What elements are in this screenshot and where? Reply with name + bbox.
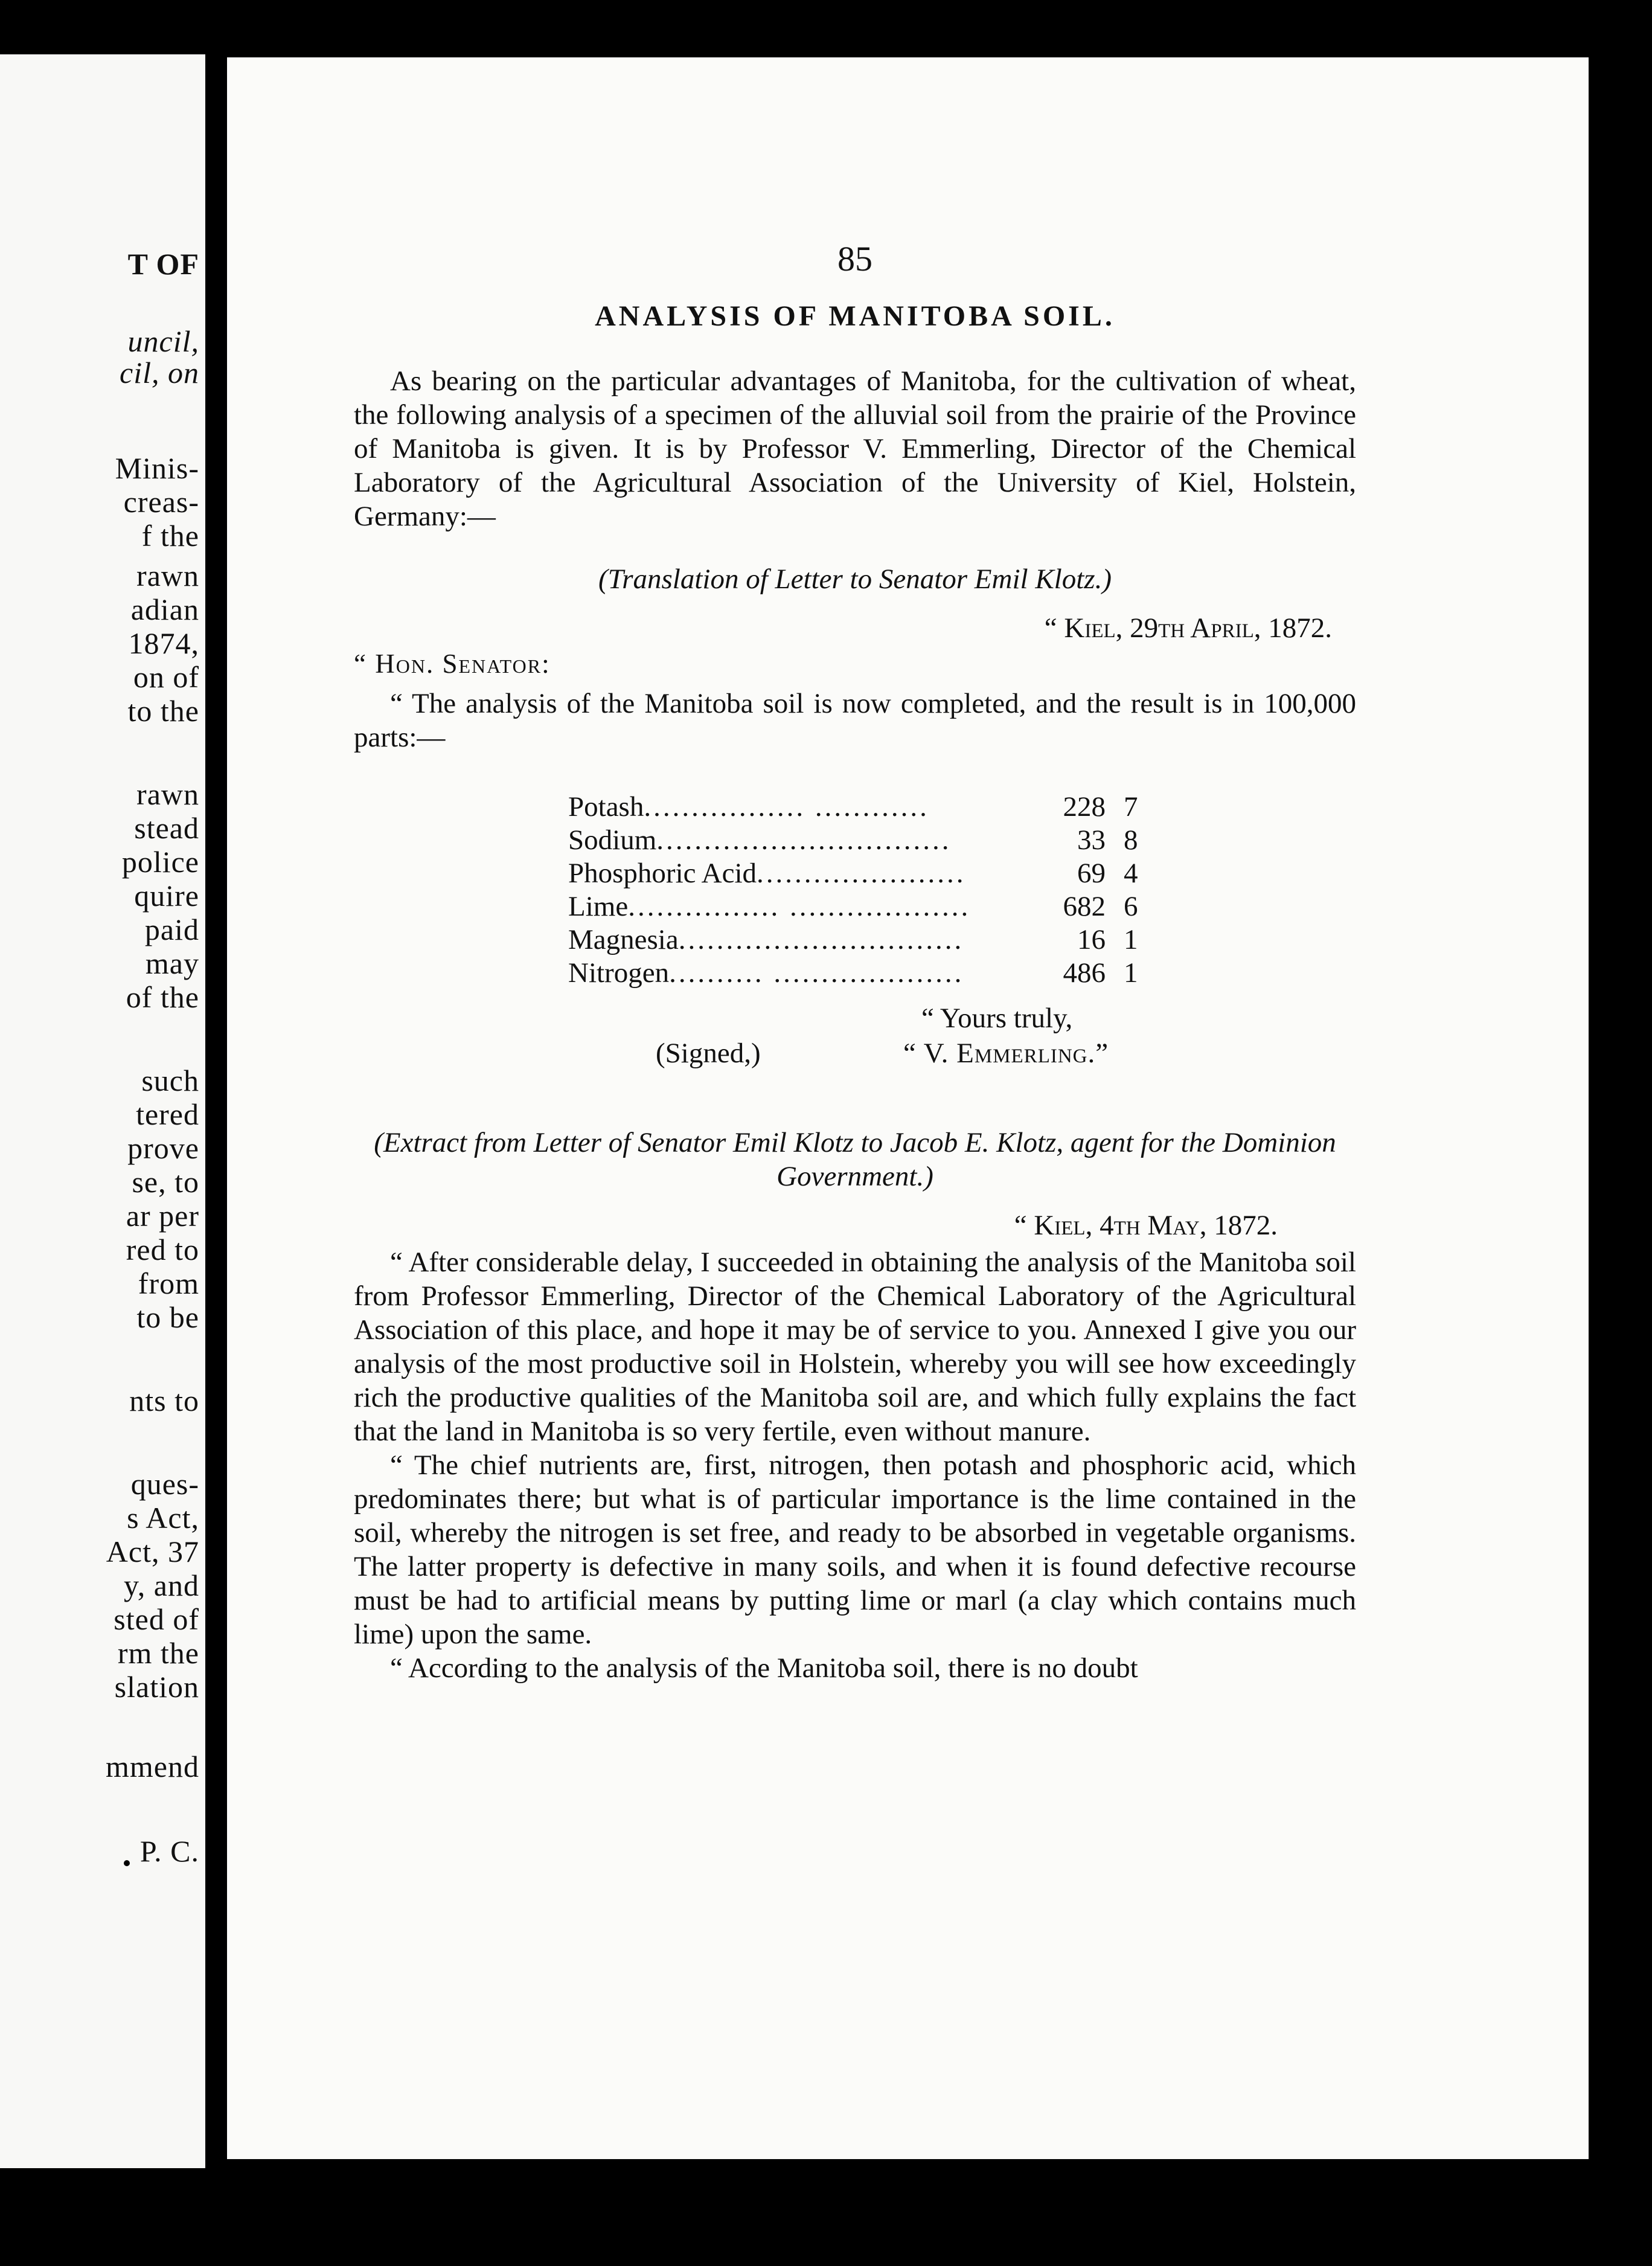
analysis-row [568, 824, 1148, 857]
page-title: ANALYSIS OF MANITOBA SOIL. [595, 300, 1115, 332]
letter-salutation: “ Hon. Senator: [354, 649, 551, 679]
main-page [227, 57, 1589, 2159]
page-content [354, 239, 1356, 1685]
left-page-text-fragment: stead [134, 811, 199, 845]
analysis-value-fraction: 1 [1124, 924, 1138, 955]
soil-analysis-table [568, 791, 1148, 990]
closing-yours: “ Yours truly, [921, 1003, 1073, 1034]
left-page-text-fragment: slation [114, 1670, 199, 1704]
analysis-row [568, 890, 1148, 923]
extract-paragraph-3: “ According to the analysis of the Manitoba soil, there is no doubt [390, 1652, 1138, 1684]
left-page-text-fragment: y, and [124, 1568, 199, 1602]
left-page-text-fragment: creas- [123, 485, 199, 519]
component-name: Sodium [568, 824, 657, 856]
component-name: Potash [568, 791, 644, 823]
analysis-row [568, 957, 1148, 990]
left-page-text-fragment: prove [127, 1131, 199, 1165]
analysis-value-fraction: 6 [1124, 891, 1138, 922]
left-page-text-fragment: paid [144, 913, 199, 946]
leader-dots: .......... .................... [669, 957, 964, 989]
left-page-fragment [0, 54, 205, 2168]
left-page-text-fragment: of the [126, 980, 199, 1014]
analysis-value-whole: 486 [1063, 957, 1106, 989]
closing-signed: (Signed,) [656, 1038, 761, 1069]
analysis-value-fraction: 7 [1124, 791, 1138, 823]
analysis-component [568, 824, 1051, 857]
page-number: 85 [837, 239, 872, 278]
left-page-text-fragment: Minis- [115, 451, 199, 485]
analysis-row [568, 791, 1148, 824]
analysis-value-fraction: 8 [1124, 824, 1138, 856]
left-page-text-fragment: ar per [126, 1199, 199, 1233]
analysis-row [568, 857, 1148, 890]
left-page-text-fragment: to be [136, 1300, 199, 1334]
left-page-text-fragment: from [138, 1266, 199, 1300]
scan-speck [124, 1860, 130, 1866]
left-page-text-fragment: P. C. [139, 1834, 199, 1868]
left-page-text-fragment: uncil, [127, 324, 199, 358]
left-page-text-fragment: rm the [117, 1636, 199, 1670]
left-page-text-fragment: nts to [129, 1384, 199, 1417]
translation-caption: (Translation of Letter to Senator Emil Klotz.) [598, 563, 1112, 595]
left-page-text-fragment: 1874, [128, 626, 199, 660]
analysis-value-whole: 33 [1077, 824, 1106, 856]
analysis-value-whole: 69 [1077, 858, 1106, 889]
analysis-component [568, 890, 1051, 923]
left-page-text-fragment: on of [133, 660, 199, 694]
left-page-text-fragment: tered [136, 1097, 199, 1131]
left-page-text-fragment: mmend [106, 1750, 199, 1783]
closing-signature: “ V. Emmerling.” [903, 1038, 1109, 1069]
analysis-component [568, 923, 1051, 957]
left-page-text-fragment: se, to [132, 1165, 199, 1199]
left-page-text-fragment: may [145, 946, 199, 980]
left-page-text-fragment: Act, 37 [106, 1535, 199, 1568]
letter-body: “ The analysis of the Manitoba soil is now completed, and the result is in 100,000 parts:— [354, 688, 1356, 753]
left-page-text-fragment: to the [127, 694, 199, 728]
analysis-value-whole: 228 [1063, 791, 1106, 823]
analysis-value-fraction: 1 [1124, 957, 1138, 989]
extract-paragraph-2: “ The chief nutrients are, first, nitrogen, then potash and phosphoric acid, which predominates there; but what is of particular importance is the lime contained in the soil, whereby the nitrogen is set free, and ready to be absorbed in vegetable organisms. The latter property is defective in many soils, and when it is found defective recourse must be had to artificial means by putting lime or marl (a clay which contains much lime) upon the same. [354, 1449, 1356, 1650]
analysis-value-fraction: 4 [1124, 858, 1138, 889]
left-page-text-fragment: T OF [127, 247, 199, 281]
component-name: Magnesia [568, 924, 679, 955]
leader-dots: ................. ............ [644, 791, 929, 823]
analysis-row [568, 923, 1148, 957]
left-page-text-fragment: ques- [130, 1467, 199, 1501]
component-name: Phosphoric Acid [568, 858, 757, 889]
intro-paragraph: As bearing on the particular advantages of Manitoba, for the cultivation of wheat, the following analysis of a specimen of the alluvial soil from the prairie of the Province of Manitoba is given. It is by Professor V. Emmerling, Director of the Chemical Laboratory of the Agricultural Association of the University of Kiel, Holstein, Germany:— [354, 365, 1356, 532]
component-name: Nitrogen [568, 957, 670, 989]
left-page-text-fragment: sted of [114, 1602, 199, 1636]
page-gutter [205, 0, 227, 2266]
leader-dots: ...................... [757, 858, 966, 889]
analysis-component [568, 957, 1051, 990]
left-page-text-fragment: rawn [136, 777, 199, 811]
leader-dots: .............................. [678, 924, 964, 955]
letter-closing [354, 1002, 1356, 1071]
scan-speck [540, 2235, 549, 2248]
left-page-text-fragment: s Act, [127, 1501, 199, 1535]
letter-dateline: “ Kiel, 29th April, 1872. [1044, 612, 1332, 644]
left-page-text-fragment: such [141, 1064, 199, 1097]
leader-dots: ............................... [656, 824, 952, 856]
left-page-text-fragment: f the [141, 519, 199, 553]
extract-paragraph-1: “ After considerable delay, I succeeded in obtaining the analysis of the Manitoba soil from Professor Emmerling, Director of the Chemical Laboratory of the Agricultural Association of this place, and hope it may be of service to you. Annexed I give you our analysis of the most productive soil in Holstein, whereby you will see how exceedingly rich the productive qualities of the Manitoba soil are, and which fully explains the fact that the land in Manitoba is so very fertile, even without manure. [354, 1247, 1356, 1447]
left-page-text-fragment: police [121, 845, 199, 879]
extract-dateline: “ Kiel, 4th May, 1872. [1014, 1210, 1278, 1241]
left-page-text-fragment: rawn [136, 559, 199, 592]
left-page-text-fragment: adian [130, 592, 199, 626]
left-page-text-fragment: red to [126, 1233, 199, 1266]
analysis-value-whole: 16 [1077, 924, 1106, 955]
left-page-text-fragment: quire [134, 879, 199, 913]
analysis-value-whole: 682 [1063, 891, 1106, 922]
component-name: Lime [568, 891, 629, 922]
extract-caption: (Extract from Letter of Senator Emil Klotz to Jacob E. Klotz, agent for the Dominion Government.) [374, 1127, 1336, 1192]
left-page-text-fragment: cil, on [120, 356, 199, 390]
analysis-component [568, 857, 1051, 890]
leader-dots: ................ ................... [628, 891, 971, 922]
analysis-component [568, 791, 1051, 824]
